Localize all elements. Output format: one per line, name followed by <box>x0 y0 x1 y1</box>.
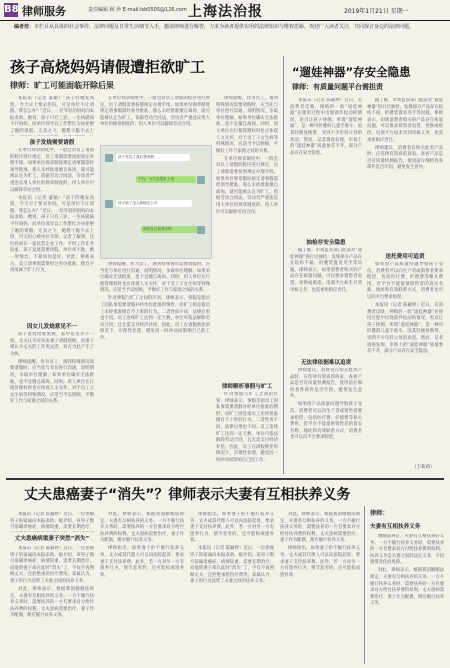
chat-message: 孩子病了没人照顾怎么办 <box>116 200 192 207</box>
story3-side-head: 律师： <box>370 510 389 517</box>
story1-subtitle: 律师：旷工可能面临开除后果 <box>10 81 114 90</box>
story3-col1-intro <box>10 512 94 532</box>
story2-subtitle: 律师：有质量问题平台需担责 <box>292 83 383 91</box>
story2-col1-body2-text-2: 如果因产品质量问题导致孩子受伤，消费者可以向生产者或销售者要求赔偿，包括医疗费、护理费等相关费用。若平台不能提供销售者的真实名称、地址和有效联系方式，消费者也可以向平台要求赔偿。 <box>290 402 362 441</box>
chat-avatar-icon <box>197 226 205 234</box>
editor-note <box>14 24 438 46</box>
issue-date: 2019年1月21日 星期一 <box>344 8 409 15</box>
story1-col2-bottom-text-2: 针对事假与旷工之间的区别，律师表示，事假是指员工因私事需要请假并经单位批准的情形，而旷工则是指员工未经批准擅自不上班的行为。二者性质不同，法律后果也不同。员工连续旷工达到一定天数，单位可依法解除劳动合同，且无需支付经济补偿。因此，员工在请假被拒的情况下，应理性处理，避免因一时冲动而影响自己的工作。 <box>100 296 210 342</box>
story2-col1-body2-text: 律师建议，消费者在购买此类产品时，应选择有资质的商家，查看产品是否有质量检测报告，使用前仔细检查各部件是否牢固，避免发生意外。 <box>290 368 362 400</box>
page-header <box>0 0 450 21</box>
chat-message: 那你自己看着办吧 <box>141 226 197 233</box>
story1-col2-bottom-text: 律师提醒，作为员工，遇到特殊情况需要请假时，应当先与单位进行沟通，说明情况，争取单位理解。如果单位确实无法批准，也不宜擅自离岗。同时，用人单位在行使管理权时也应体现人文关怀，对于员工子女生病等特殊情况，应适当予以照顾，平衡好工作与家庭之间的关系。 <box>100 262 210 294</box>
chat-avatar-icon <box>105 200 113 208</box>
story3-side-text-2: 对此，律师表示，根据我国婚姻法规定，夫妻有互相扶养的义务。一方不履行扶养义务时，需要扶养的一方有要求对方给付扶养费的权利。丈夫患病需要治疗，妻子作为配偶，理应履行扶养义务。 <box>370 568 444 607</box>
story1-col2-bottom <box>100 262 210 472</box>
story2-col1-text: 本报讯（记者 陈颖婷）近日，有消费者反映，网购的一款“遛娃神器”在使用过程中出现部件松动的情况，差点让孩子摔倒。所谓“遛娃神器”，是一种可折叠的儿童手推车，因其轻便易携带，受到不少年轻父母的欢迎。然而，记者调查发现，市场上的“遛娃神器”质量参差不齐，部分产品存在安全隐患。 <box>290 98 362 156</box>
story2-col2-body <box>367 262 443 462</box>
chat-avatar-icon <box>197 176 205 184</box>
story1-col2-top <box>100 96 210 142</box>
story2-subhead2: 无法律依据难以追责 <box>300 360 352 366</box>
story2-col1-body <box>290 248 362 354</box>
story3-col1-text: 本报讯（记者 陈颖婷）近日，一位患癌男子的家属向本报求助。据介绍，该男子数月前确诊癌症，病情较重，需要长期治疗，而他的妻子却在此时“消失”了，不仅不再照顾丈夫，还拒绝承担医疗费用。家属认为，妻子的行为违背了夫妻之间的扶养义务。 <box>10 546 94 584</box>
chat-message: 孩子发烧了我们想请假 <box>116 154 190 161</box>
story1-col1-intro <box>10 96 94 136</box>
story3-col1-text-2: 对此，律师表示，根据我国婚姻法规定，夫妻有互相扶养的义务。一方不履行扶养义务时，需要扶养的一方有要求对方给付扶养费的权利。丈夫患病需要治疗，妻子作为配偶，理应履行扶养义务。 <box>10 587 94 619</box>
section-divider <box>6 478 444 480</box>
story2-subhead3: 送托费用可追责 <box>385 254 425 260</box>
column-divider <box>364 506 365 664</box>
chat-avatar-icon <box>105 154 113 162</box>
story2-col1 <box>290 98 362 234</box>
story3-side-subhead: 夫妻有互相扶养义务 <box>370 524 421 530</box>
story1-col1-body-text-2: 本报讯（记者 董颖）“孩子昨晚发高烧，今天早上要去医院，可是单位不让请假，我怎么办？”近日，一位年轻的妈妈向本报求助。她说，孩子只有三岁，一生病就离不开妈妈，而单位领导以工作繁忙为由拒绝了她的请假。无奈之下，她想干脆不去上班，可又担心被单位开除。记者了解到，这位妈妈在一家民营企业工作，平时工作任务较重。孩子发烧需要请假，单位却不批，她一时情急，不知如何是好。对此，律师表示，员工请事假需要经过单位批准，擅自不到岗属于旷工行为。 <box>10 195 94 274</box>
story2-col2-text-2: 律师建议，消费者在购买此类产品时，应选择有资质的商家，查看产品是否有质量检测报告，使用前仔细检查各部件是否牢固，避免发生意外。 <box>367 145 443 171</box>
story1-col3-bottom-text: 针对事假与旷工之间的区别，律师表示，事假是指员工因私事需要请假并经单位批准的情形，而旷工则是指员工未经批准擅自不上班的行为。二者性质不同，法律后果也不同。员工连续旷工达到一定天数，单位可依法解除劳动合同，且无需支付经济补偿。因此，员工在请假被拒的情况下，应理性处理，避免因一时冲动而影响自己的工作。 <box>216 392 278 463</box>
story1-col1-body2-text: 孩子发烧由谁照顾，家中意见并不一致。丈夫认为应该由妻子请假照顾，而妻子则认为丈夫的工作更灵活。双方为此产生了争执。 <box>10 332 94 357</box>
story1-col1-body2-text-2: 律师提醒，作为员工，遇到特殊情况需要请假时，应当先与单位进行沟通，说明情况，争取单位理解。如果单位确实无法批准，也不宜擅自离岗。同时，用人单位在行使管理权时也应体现人文关怀，对于员工子女生病等特殊情况，应适当予以照顾，平衡好工作与家庭之间的关系。 <box>10 359 94 405</box>
story3-col3 <box>190 512 274 664</box>
story3-subhead: 丈夫患癌病重妻子突然“消失” <box>14 536 90 542</box>
story3-col4 <box>280 512 360 664</box>
story1-col1-body <box>10 148 94 318</box>
page-number: B8 <box>4 4 19 15</box>
editor-note-text: 本栏目从具体的社会事件、法律问题及日常生活细节入手，邀请律师进行解答，力求为读者提供实用的法律知识与维权思路。欢迎广大读者关注，共同探讨身边的法律问题。 <box>34 24 415 30</box>
story3-col1-intro-text: 本报讯（记者 陈颖婷）近日，一位患癌男子的家属向本报求助。据介绍，该男子数月前确诊癌症，病情较重，需要长期治疗， <box>10 512 94 531</box>
story3-side-text: 婚姻法规定，夫妻有互相扶养的义务。一方不履行扶养义务时，需要扶养的一方有要求对方付给扶养费的权利。扶养义务是夫妻之间的法定义务，不因感情变化而免除。 <box>370 534 444 566</box>
story1-subhead2: 因女儿发烧意见不一 <box>26 324 78 330</box>
masthead: 上海法治报 <box>188 4 263 20</box>
story1-col1-body2 <box>10 332 94 472</box>
story2-col2 <box>367 98 443 248</box>
story1-col3-text: 律师提醒，作为员工，遇到特殊情况需要请假时，应当先与单位进行沟通，说明情况，争取单位理解。如果单位确实无法批准，也不宜擅自离岗。同时，用人单位在行使管理权时也应体现人文关怀，对于员工子女生病等特殊情况，应适当予以照顾，平衡好工作与家庭之间的关系。 <box>216 96 278 154</box>
story2-subhead: 抽检存安全隐患 <box>306 240 346 246</box>
story1-col2-top-text: 在单位规章制度中，一般会对员工请假的程序进行规定，员工请假需要按照规定办理手续。如果单位规章制度规定请事假需经领导批准，那么未经批准擅自离岗，就可能被认定为旷工。依据劳动合同法，劳动者严重违反用人单位的规章制度的，用人单位可以解除劳动合同。 <box>100 96 210 128</box>
story1-subhead3: 律师解析事假与旷工 <box>221 384 273 390</box>
editor-meta: 责任编辑 顾 珍 E-mail:lsb0505@126.com <box>88 7 187 13</box>
story2-signature: （王莉莉） <box>412 465 435 470</box>
story3-col4-text-2: 律师指出，如果妻子拒不履行扶养义务，丈夫或其代理人可以向法院起诉，要求妻子支付扶养费。此外，若一方对另一方有遗弃行为，情节恶劣的，还可能构成遗弃罪。 <box>280 546 360 578</box>
story2-title: “遛娃神器”存安全隐患 <box>292 65 411 79</box>
story2-col2-text: 据了解，市场监管部门此前对“遛娃神器”进行过抽检，发现部分产品存在结构不稳、折叠装置易夹手等问题。律师表示，如果消费者购买的产品存在质量问题，可以要求销售者退货、更换或赔偿。电商平台如未尽到审核义务，也需承担相应责任。 <box>367 98 443 143</box>
story3-col1 <box>10 546 94 664</box>
story3-col2 <box>100 512 184 664</box>
story2-col1-body-text: 据了解，市场监管部门此前对“遛娃神器”进行过抽检，发现部分产品存在结构不稳、折叠装置易夹手等问题。律师表示，如果消费者购买的产品存在质量问题，可以要求销售者退货、更换或赔偿。电商平台如未尽到审核义务，也需承担相应责任。 <box>290 248 362 293</box>
story2-col1-body2 <box>290 368 362 472</box>
story3-col4-text: 对此，律师表示，根据我国婚姻法规定，夫妻有互相扶养的义务。一方不履行扶养义务时，需要扶养的一方有要求对方给付扶养费的权利。丈夫患病需要治疗，妻子作为配偶，理应履行扶养义务。 <box>280 512 360 544</box>
story1-col3 <box>216 96 278 376</box>
story3-title: 丈夫患癌妻子“消失”？律师表示夫妻有互相扶养义务 <box>24 487 351 503</box>
story3-col2-text: 对此，律师表示，根据我国婚姻法规定，夫妻有互相扶养的义务。一方不履行扶养义务时，需要扶养的一方有要求对方给付扶养费的权利。丈夫患病需要治疗，妻子作为配偶，理应履行扶养义务。 <box>100 512 184 544</box>
story3-col3-text-2: 本报讯（记者 陈颖婷）近日，一位患癌男子的家属向本报求助。据介绍，该男子数月前确诊癌症，病情较重，需要长期治疗，而他的妻子却在此时“消失”了，不仅不再照顾丈夫，还拒绝承担医疗费用。家属认为，妻子的行为违背了夫妻之间的扶养义务。 <box>190 546 274 585</box>
story3-side-body <box>370 534 444 664</box>
story1-col3-text-2: 在单位规章制度中，一般会对员工请假的程序进行规定，员工请假需要按照规定办理手续。如果单位规章制度规定请事假需经领导批准，那么未经批准擅自离岗，就可能被认定为旷工。依据劳动合同法，劳动者严重违反用人单位的规章制度的，用人单位可以解除劳动合同。 <box>216 156 278 215</box>
story1-subhead: 孩子发烧需要请假 <box>29 140 75 146</box>
chat-message: 不行，今天必须来上班 <box>136 176 196 183</box>
chat-screenshot-photo <box>100 145 212 259</box>
section-title: 律师服务 <box>22 5 66 18</box>
editor-note-label: 编者按： <box>14 24 35 30</box>
column-divider <box>283 56 284 474</box>
story1-col1-intro-text: 本报讯（记者 董颖）“孩子昨晚发高烧，今天早上要去医院，可是单位不让请假，我怎么办？”近日，一位年轻的妈妈向本报求助。她说，孩子只有三岁，一生病就离不开妈妈，而单位领导以工作繁忙为由拒绝了她的请假。无奈之下，她想干脆不去上 <box>10 96 94 134</box>
story3-col2-text-2: 律师指出，如果妻子拒不履行扶养义务，丈夫或其代理人可以向法院起诉，要求妻子支付扶养费。此外，若一方对另一方有遗弃行为，情节恶劣的，还可能构成遗弃罪。 <box>100 546 184 578</box>
story2-col2-body-text: 如果因产品质量问题导致孩子受伤，消费者可以向生产者或销售者要求赔偿，包括医疗费、护理费等相关费用。若平台不能提供销售者的真实名称、地址和有效联系方式，消费者也可以向平台要求赔偿。 <box>367 262 443 300</box>
story1-col3-bottom <box>216 392 278 472</box>
story1-col1-body-text: 在单位规章制度中，一般会对员工请假的程序进行规定，员工请假需要按照规定办理手续。如果单位规章制度规定请事假需经领导批准，那么未经批准擅自离岗，就可能被认定为旷工。依据劳动合同法，劳动者严重违反用人单位的规章制度的，用人单位可以解除劳动合同。 <box>10 148 94 193</box>
story3-col3-text: 律师指出，如果妻子拒不履行扶养义务，丈夫或其代理人可以向法院起诉，要求妻子支付扶养费。此外，若一方对另一方有遗弃行为，情节恶劣的，还可能构成遗弃罪。 <box>190 512 274 544</box>
story2-col2-body-text-2: 本报讯（记者 陈颖婷）近日，有消费者反映，网购的一款“遛娃神器”在使用过程中出现部件松动的情况，差点让孩子摔倒。所谓“遛娃神器”，是一种可折叠的儿童手推车，因其轻便易携带，受到不少年轻父母的欢迎。然而，记者调查发现，市场上的“遛娃神器”质量参差不齐，部分产品存在安全隐患。 <box>367 303 443 355</box>
story1-title: 孩子高烧妈妈请假遭拒欲旷工 <box>10 58 206 76</box>
